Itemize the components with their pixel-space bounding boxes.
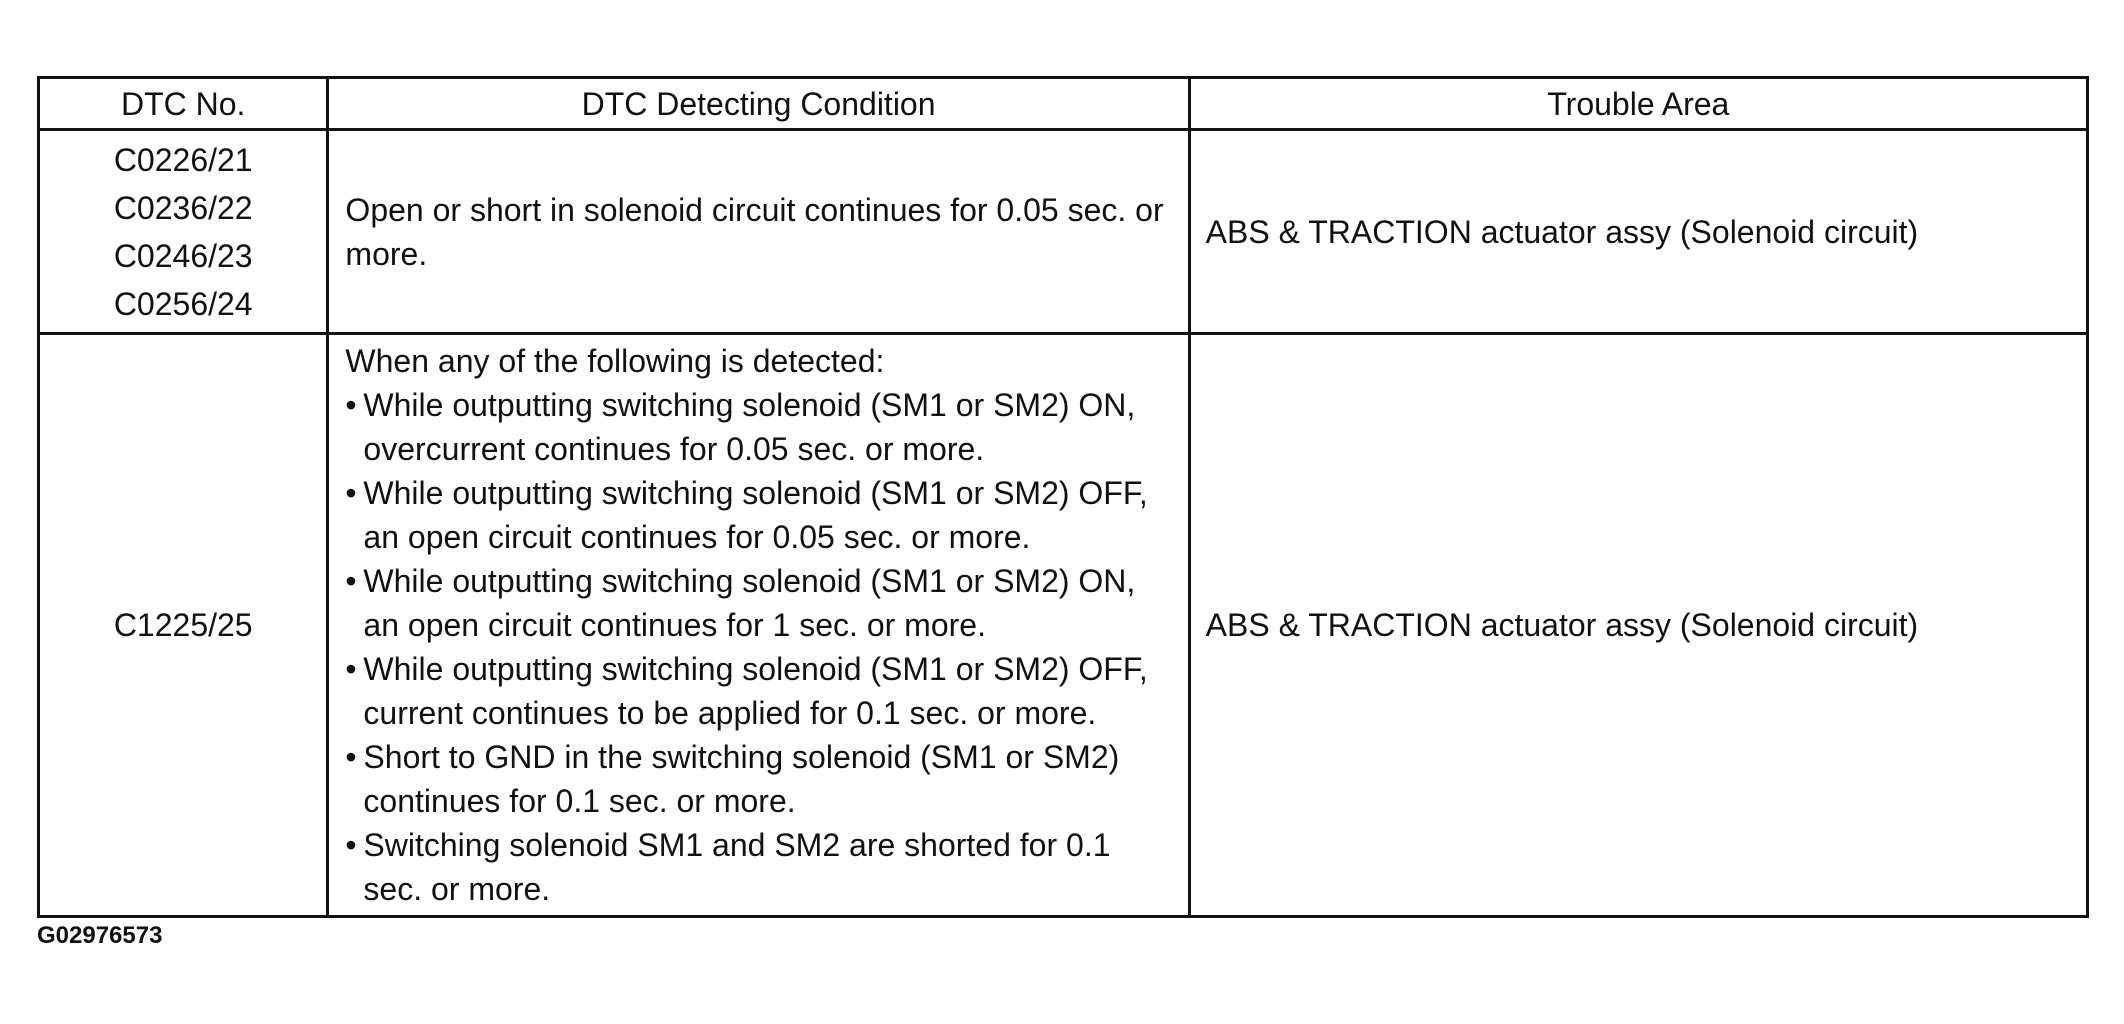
dtc-code: C0256/24 xyxy=(113,285,253,322)
trouble-area-text: ABS & TRACTION actuator assy (Solenoid circuit) xyxy=(1205,213,1919,250)
dtc-code: C0226/21 xyxy=(113,141,253,178)
trouble-area-text: ABS & TRACTION actuator assy (Solenoid circuit) xyxy=(1205,607,1919,643)
list-item xyxy=(345,471,1171,559)
list-item xyxy=(345,559,1171,647)
bullet-icon: • xyxy=(345,651,357,687)
dtc-table xyxy=(37,76,2089,918)
bullet-icon: • xyxy=(345,739,357,775)
trouble-area-cell xyxy=(1189,130,2087,334)
bullet-text: Switching solenoid SM1 and SM2 are shorted for 0.1 sec. or more. xyxy=(363,827,1111,907)
header-detecting-condition: DTC Detecting Condition xyxy=(328,78,1189,130)
dtc-codes-cell xyxy=(39,130,328,334)
condition-intro: When any of the following is detected: xyxy=(345,343,885,379)
table-row xyxy=(39,130,2088,334)
header-trouble-area: Trouble Area xyxy=(1189,78,2087,130)
bullet-text: While outputting switching solenoid (SM1 or SM2) OFF, an open circuit continues for 0.05 sec. or more. xyxy=(363,475,1148,555)
trouble-area-cell xyxy=(1189,334,2087,917)
bullet-text: Short to GND in the switching solenoid (SM1 or SM2) continues for 0.1 sec. or more. xyxy=(363,739,1120,819)
dtc-codes-cell xyxy=(39,334,328,917)
bullet-text: While outputting switching solenoid (SM1 or SM2) ON, overcurrent continues for 0.05 sec. or more. xyxy=(363,387,1136,467)
list-item xyxy=(345,823,1171,911)
bullet-icon: • xyxy=(345,387,357,423)
table-header-row xyxy=(39,78,2088,130)
bullet-icon: • xyxy=(345,563,357,599)
bullet-text: While outputting switching solenoid (SM1 or SM2) ON, an open circuit continues for 1 sec. or more. xyxy=(363,563,1136,643)
condition-text: Open or short in solenoid circuit continues for 0.05 sec. or more. xyxy=(345,191,1164,272)
header-dtc-no: DTC No. xyxy=(39,78,328,130)
dtc-code: C0236/22 xyxy=(113,189,253,226)
dtc-code: C1225/25 xyxy=(113,607,253,643)
condition-bullet-list xyxy=(345,383,1171,911)
list-item xyxy=(345,647,1171,735)
bullet-icon: • xyxy=(345,827,357,863)
list-item xyxy=(345,735,1171,823)
condition-cell xyxy=(328,334,1189,917)
condition-cell xyxy=(328,130,1189,334)
bullet-text: While outputting switching solenoid (SM1 or SM2) OFF, current continues to be applied for 0.1 sec. or more. xyxy=(363,651,1148,731)
figure-id-label: G02976573 xyxy=(37,922,163,949)
dtc-code: C0246/23 xyxy=(113,237,253,274)
list-item xyxy=(345,383,1171,471)
table-row xyxy=(39,334,2088,917)
bullet-icon: • xyxy=(345,475,357,511)
